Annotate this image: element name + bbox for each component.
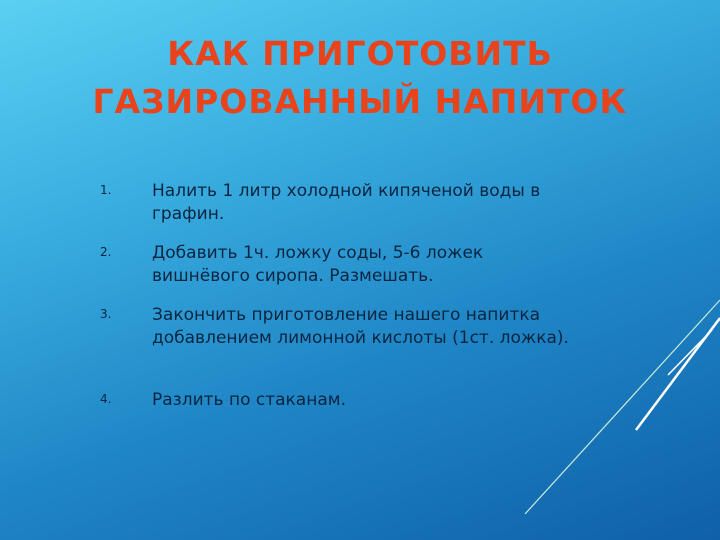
deco-line-short	[668, 330, 712, 375]
step-item-2	[100, 242, 580, 304]
step-text: Разлить по стаканам.	[152, 390, 346, 410]
step-text: Налить 1 литр холодной кипяченой воды в графин.	[152, 181, 541, 224]
step-text: Добавить 1ч. ложку соды, 5-6 ложек вишнёвого сиропа. Размешать.	[152, 243, 484, 286]
step-number: 1.	[100, 183, 112, 197]
step-item-4	[100, 389, 580, 419]
title-line-1: КАК ПРИГОТОВИТЬ	[167, 34, 553, 73]
step-item-3	[100, 304, 580, 389]
title-line-2: ГАЗИРОВАННЫЙ НАПИТОК	[92, 82, 628, 121]
step-item-1	[100, 180, 580, 242]
step-number: 2.	[100, 245, 112, 259]
step-text: Закончить приготовление нашего напитка добавлением лимонной кислоты (1ст. ложка).	[152, 305, 569, 348]
steps-list	[100, 180, 580, 419]
slide-title	[40, 30, 680, 126]
step-number: 4.	[100, 392, 112, 406]
step-number: 3.	[100, 307, 112, 321]
